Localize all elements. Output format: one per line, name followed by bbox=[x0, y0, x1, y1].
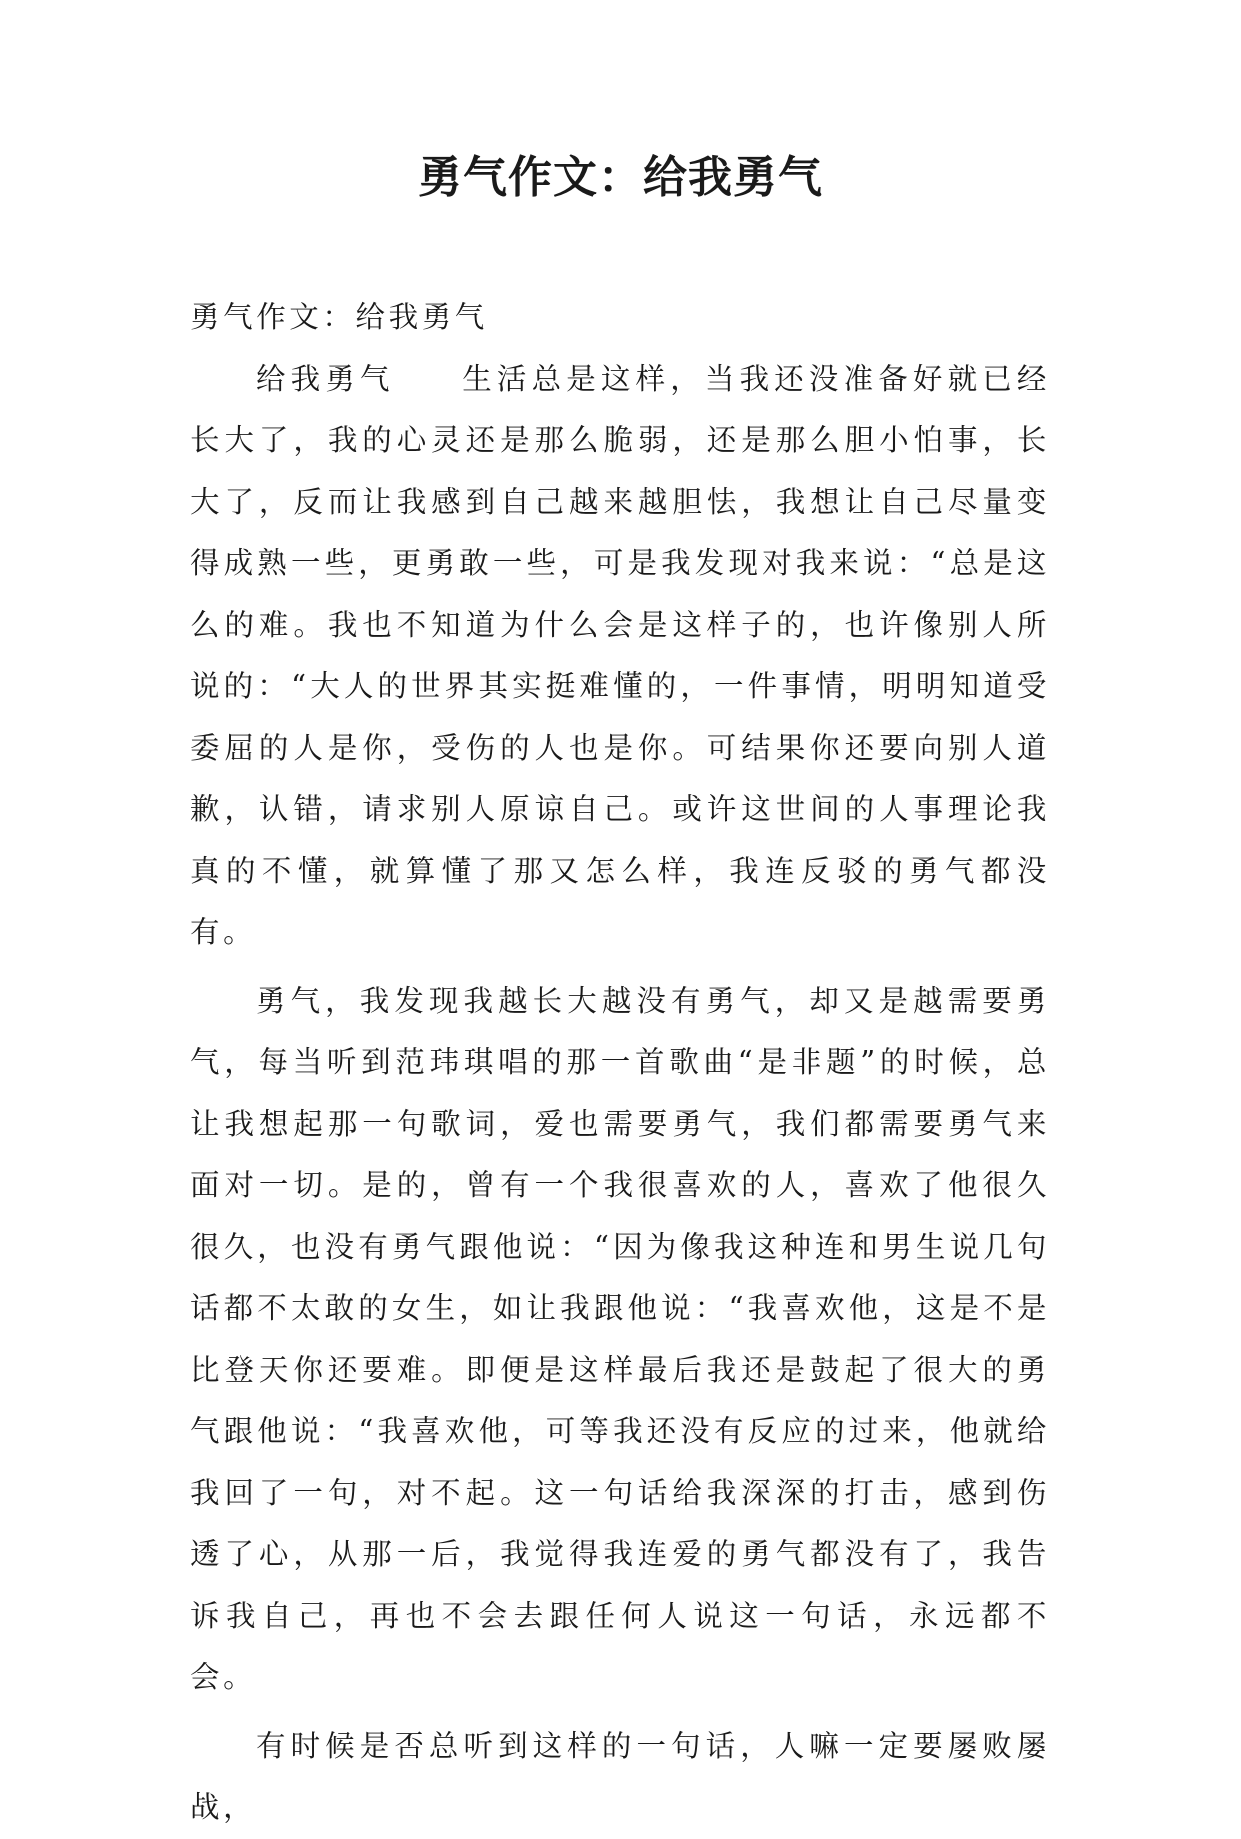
document-title: 勇气作文：给我勇气 bbox=[418, 152, 823, 203]
paragraph-1-heading: 给我勇气 bbox=[256, 361, 395, 396]
paragraph-1 bbox=[190, 349, 1050, 964]
paragraph-1-text: 生活总是这样，当我还没准备好就已经长大了，我的心灵还是那么脆弱，还是那么胆小怕事，长大了，反而让我感到自己越来越胆怯，我想让自己尽量变得成熟一些，更勇敢一些，可是我发现对我来说：“总是这么的难。我也不知道为什么会是这样子的，也许像别人所说的：“大人的世界其实挺难懂的，一件事情，明明知道受委屈的人是你，受伤的人也是你。可结果你还要向别人道歉，认错，请求别人原谅自己。或许这世间的人事理论我真的不懂，就算懂了那又怎么样，我连反驳的勇气都没有。 bbox=[190, 361, 1050, 949]
document-body bbox=[190, 287, 1050, 1839]
subtitle-line: 勇气作文：给我勇气 bbox=[190, 300, 488, 334]
paragraph-3: 有时候是否总听到这样的一句话，人嘛一定要屡败屡战， bbox=[190, 1728, 1050, 1824]
paragraph-2: 勇气，我发现我越长大越没有勇气，却又是越需要勇气，每当听到范玮琪唱的那一首歌曲“是非题”的时候，总让我想起那一句歌词，爱也需要勇气，我们都需要勇气来面对一切。是的，曾有一个我很喜欢的人，喜欢了他很久很久，也没有勇气跟他说：“因为像我这种连和男生说几句话都不太敢的女生，如让我跟他说：“我喜欢他，这是不是比登天你还要难。即便是这样最后我还是鼓起了很大的勇气跟他说：“我喜欢他，可等我还没有反应的过来，他就给我回了一句，对不起。这一句话给我深深的打击，感到伤透了心，从那一后，我觉得我连爱的勇气都没有了，我告诉我自己，再也不会去跟任何人说这一句话，永远都不会。 bbox=[190, 983, 1050, 1694]
